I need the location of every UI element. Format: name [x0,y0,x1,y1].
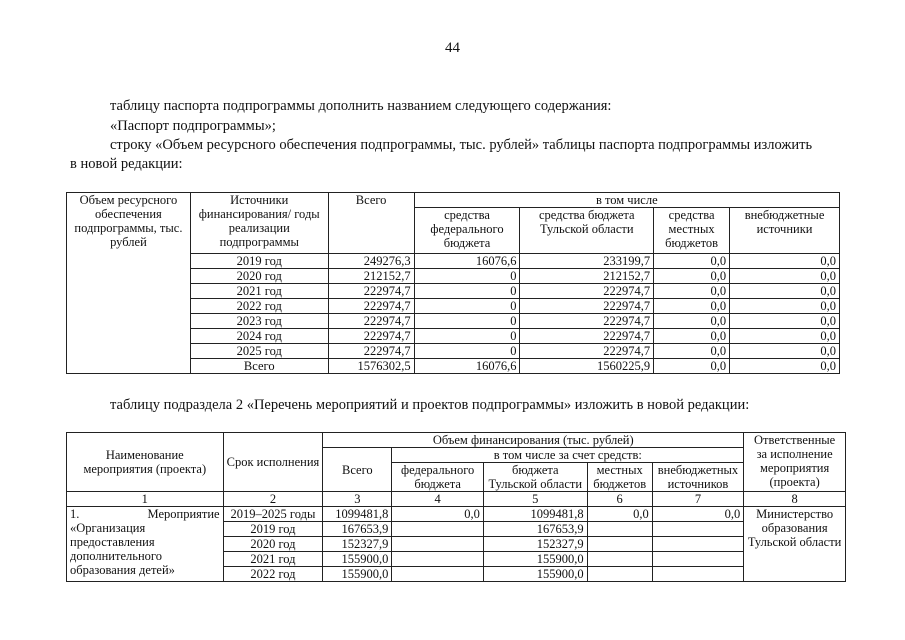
event-name-cell [67,507,224,582]
table-row [67,507,846,522]
total-cell: 152327,9 [323,537,392,552]
federal-cell: 0 [414,269,520,284]
total-cell: 167653,9 [323,522,392,537]
total-cell: 155900,0 [323,552,392,567]
regional-cell: 1560225,9 [520,359,654,374]
period-cell: 2021 год [223,552,323,567]
local-cell: 0,0 [654,359,730,374]
col-number: 6 [587,492,652,507]
total-cell: 212152,7 [328,269,414,284]
regional-header: бюджета Тульской области [483,463,587,492]
extra-cell [652,522,744,537]
responsible-header: Ответственные за исполнение мероприятия (проекта) [744,433,846,492]
local-cell [587,537,652,552]
local-cell: 0,0 [654,254,730,269]
local-cell: 0,0 [654,344,730,359]
year-cell: 2023 год [190,314,328,329]
local-cell [587,552,652,567]
sources-header: Источники финансирования/ годы реализации подпрограммы [190,193,328,254]
local-cell: 0,0 [654,284,730,299]
extra-cell: 0,0 [730,284,840,299]
total-cell: 249276,3 [328,254,414,269]
paragraph-1: таблицу паспорта подпрограммы дополнить названием следующего содержания: [110,98,612,114]
event-name-text: «Организация предоставления дополнительного образования детей» [70,521,175,577]
event-name-header: Наименование мероприятия (проекта) [67,433,224,492]
event-word: Мероприятие [147,507,220,521]
extra-cell: 0,0 [730,329,840,344]
total-cell: 1099481,8 [323,507,392,522]
regional-cell: 155900,0 [483,552,587,567]
total-cell: 222974,7 [328,284,414,299]
column-numbers-row [67,492,846,507]
funding-header: Объем финансирования (тыс. рублей) [323,433,744,448]
resource-table [66,192,840,374]
total-cell: 1576302,5 [328,359,414,374]
including-header: в том числе [414,193,839,208]
federal-cell [392,552,484,567]
col-number: 2 [223,492,323,507]
extra-cell: 0,0 [730,314,840,329]
total-header: Всего [323,448,392,492]
event-number: 1. [70,507,80,521]
regional-cell: 222974,7 [520,344,654,359]
responsible-cell: Министерство образования Тульской области [744,507,846,582]
regional-cell: 1099481,8 [483,507,587,522]
period-header: Срок исполнения [223,433,323,492]
federal-cell: 0 [414,299,520,314]
total-cell: 222974,7 [328,344,414,359]
federal-cell [392,522,484,537]
federal-cell: 0 [414,314,520,329]
extra-cell: 0,0 [730,299,840,314]
period-cell: 2022 год [223,567,323,582]
paragraph-3-line-1: строку «Объем ресурсного обеспечения подпрограммы, тыс. рублей» таблицы паспорта подпрограммы изложить [110,137,813,153]
col-number: 4 [392,492,484,507]
col-number: 1 [67,492,224,507]
period-cell: 2020 год [223,537,323,552]
regional-header: средства бюджета Тульской области [520,208,654,254]
regional-cell: 222974,7 [520,284,654,299]
extra-cell [652,567,744,582]
regional-cell: 233199,7 [520,254,654,269]
federal-cell: 0 [414,284,520,299]
local-cell [587,567,652,582]
federal-header: федерального бюджета [392,463,484,492]
federal-cell [392,537,484,552]
local-cell: 0,0 [587,507,652,522]
paragraph-3-line-2: в новой редакции: [70,156,183,172]
federal-cell: 16076,6 [414,254,520,269]
extra-header: внебюджетных источников [652,463,744,492]
col-number: 3 [323,492,392,507]
period-cell: 2019–2025 годы [223,507,323,522]
col-number: 5 [483,492,587,507]
year-cell: 2025 год [190,344,328,359]
total-cell: 222974,7 [328,299,414,314]
federal-cell: 0 [414,344,520,359]
extra-cell [652,537,744,552]
resource-label: Объем ресурсного обеспечения подпрограммы, тыс. рублей [67,193,191,374]
year-cell: Всего [190,359,328,374]
local-cell: 0,0 [654,299,730,314]
local-header: средства местных бюджетов [654,208,730,254]
federal-cell: 16076,6 [414,359,520,374]
col-number: 8 [744,492,846,507]
regional-cell: 222974,7 [520,299,654,314]
including-header: в том числе за счет средств: [392,448,744,463]
year-cell: 2019 год [190,254,328,269]
year-cell: 2022 год [190,299,328,314]
extra-cell: 0,0 [652,507,744,522]
period-cell: 2019 год [223,522,323,537]
total-header: Всего [328,193,414,254]
events-table [66,432,846,582]
regional-cell: 152327,9 [483,537,587,552]
local-cell: 0,0 [654,314,730,329]
col-number: 7 [652,492,744,507]
year-cell: 2024 год [190,329,328,344]
total-cell: 222974,7 [328,329,414,344]
page-number: 44 [445,40,460,56]
total-cell: 155900,0 [323,567,392,582]
regional-cell: 167653,9 [483,522,587,537]
paragraph-4: таблицу подраздела 2 «Перечень мероприятий и проектов подпрограммы» изложить в новой редакции: [110,397,750,413]
federal-cell: 0,0 [392,507,484,522]
regional-cell: 155900,0 [483,567,587,582]
extra-cell: 0,0 [730,359,840,374]
regional-cell: 222974,7 [520,314,654,329]
regional-cell: 212152,7 [520,269,654,284]
extra-cell [652,552,744,567]
local-header: местных бюджетов [587,463,652,492]
local-cell: 0,0 [654,269,730,284]
extra-cell: 0,0 [730,269,840,284]
extra-header: внебюджетные источники [730,208,840,254]
local-cell [587,522,652,537]
total-cell: 222974,7 [328,314,414,329]
federal-cell [392,567,484,582]
extra-cell: 0,0 [730,344,840,359]
year-cell: 2020 год [190,269,328,284]
federal-header: средства федерального бюджета [414,208,520,254]
extra-cell: 0,0 [730,254,840,269]
paragraph-2: «Паспорт подпрограммы»; [110,118,276,134]
year-cell: 2021 год [190,284,328,299]
federal-cell: 0 [414,329,520,344]
local-cell: 0,0 [654,329,730,344]
regional-cell: 222974,7 [520,329,654,344]
